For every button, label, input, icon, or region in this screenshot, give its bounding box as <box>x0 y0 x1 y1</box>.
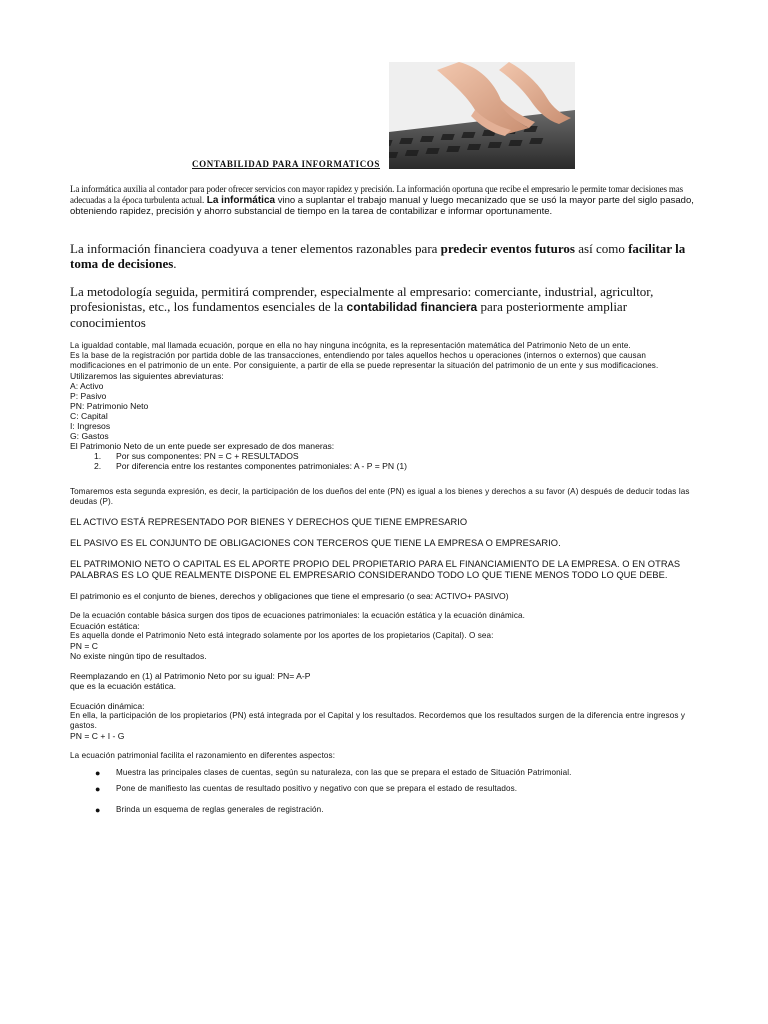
para2-text-c: para posteriormente ampliar conocimientos <box>70 299 628 330</box>
para1-bold-decisions: facilitar la toma de decisiones <box>70 241 686 271</box>
bullet-icon: ● <box>95 805 101 815</box>
dynamic-equation-formula: PN = C + I - G <box>70 731 125 741</box>
equality-paragraph: La igualdad contable, mal llamada ecuación, porque en ella no hay ninguna incógnita, es la representación matemática del Patrimonio Neto de un ente. <box>70 341 631 350</box>
bullet-icon: ● <box>95 768 101 778</box>
intro-text-part2: vino a suplantar el trabajo manual y luego mecanizado que se usó la mayor parte del siglo pasado, obteniendo rapidez, precisión y ahorro substancial de tiempo en la tarea de contabilizar e informar oportunamente. <box>70 195 694 217</box>
para1-period: . <box>173 256 177 271</box>
list-number: 2. <box>94 461 102 471</box>
methodology-paragraph <box>70 284 700 330</box>
list-number: 1. <box>94 451 102 461</box>
static-equation-text: Es aquella donde el Patrimonio Neto está integrado solamente por los aportes de los propietarios (Capital). O sea: <box>70 631 494 640</box>
document-body <box>70 341 692 820</box>
dynamic-equation-heading: Ecuación dinámica: <box>70 701 145 711</box>
list-text: Por diferencia entre los restantes componentes patrimoniales: A - P = PN (1) <box>116 461 407 471</box>
para1-text-c: así como <box>578 241 625 256</box>
intro-text-part1: La informática auxilia al contador para poder ofrecer servicios con mayor rapidez y precisión. La información oportuna que recibe el empresario le permite tomar decisiones mas adecuadas a la época turbulenta actual. <box>70 184 683 206</box>
patrimonio-neto-definition: EL PATRIMONIO NETO O CAPITAL ES EL APORTE PROPIO DEL PROPIETARIO PARA EL FINANCIAMIENTO DE LA EMPRESA. O EN OTRAS PALABRAS ES LO QUE REALMENTE DISPONE EL EMPRESARIO CONSIDERANDO TODO LO QUE TIENE MENOS TODO LO QUE DEBE. <box>70 559 681 580</box>
laptop-keyboard-illustration <box>389 62 575 169</box>
list-text: Pone de manifiesto las cuentas de resultado positivo y negativo con que se prepara el estado de resultados. <box>116 784 518 793</box>
forms-intro: El Patrimonio Neto de un ente puede ser expresado de dos maneras: <box>70 441 335 451</box>
typing-hands-laptop-photo <box>389 62 575 169</box>
para1-text-a: La información financiera coadyuva a tener elementos razonables para <box>70 241 438 256</box>
abbreviations-intro: Utilizaremos las siguientes abreviaturas: <box>70 371 224 381</box>
pasivo-definition: EL PASIVO ES EL CONJUNTO DE OBLIGACIONES CON TERCEROS QUE TIENE LA EMPRESA O EMPRESARIO. <box>70 538 561 548</box>
financial-info-paragraph <box>70 241 700 271</box>
static-equation-note: No existe ningún tipo de resultados. <box>70 651 207 661</box>
replacement-line-2: que es la ecuación estática. <box>70 681 177 691</box>
abbr-patrimonio-neto: PN: Patrimonio Neto <box>70 401 149 411</box>
aspects-intro: La ecuación patrimonial facilita el razonamiento en diferentes aspectos: <box>70 751 336 760</box>
abbr-gastos: G: Gastos <box>70 431 109 441</box>
abbr-ingresos: I: Ingresos <box>70 421 111 431</box>
para2-bold-term: contabilidad financiera <box>346 300 478 314</box>
list-text: Muestra las principales clases de cuentas, según su naturaleza, con las que se prepara el estado de Situación Patrimonial. <box>116 768 572 777</box>
dynamic-equation-text: En ella, la participación de los propietarios (PN) está integrada por el Capital y los resultados. Recordemos que los resultados surgen de la diferencia entre ingresos y gastos. <box>70 711 686 730</box>
abbr-pasivo: P: Pasivo <box>70 391 107 401</box>
equation-types-paragraph: De la ecuación contable básica surgen dos tipos de ecuaciones patrimoniales: la ecuación estática y la ecuación dinámica. <box>70 611 525 620</box>
abbr-capital: C: Capital <box>70 411 108 421</box>
static-equation-heading: Ecuación estática: <box>70 621 140 631</box>
document-title: CONTABILIDAD PARA INFORMATICOS <box>192 159 381 169</box>
list-text: Por sus componentes: PN = C + RESULTADOS <box>116 451 299 461</box>
forms-list <box>70 451 692 471</box>
list-item <box>70 804 692 815</box>
para1-bold-predict: predecir eventos futuros <box>440 241 575 256</box>
replacement-line-1: Reemplazando en (1) al Patrimonio Neto por su igual: PN= A-P <box>70 671 311 681</box>
activo-definition: EL ACTIVO ESTÁ REPRESENTADO POR BIENES Y DERECHOS QUE TIENE EMPRESARIO <box>70 517 468 527</box>
static-equation-formula: PN = C <box>70 641 98 651</box>
list-text: Brinda un esquema de reglas generales de registración. <box>116 805 324 814</box>
list-item <box>70 461 692 471</box>
intro-bold-term: La informática <box>206 195 276 207</box>
list-item <box>70 783 692 794</box>
intro-paragraph <box>70 184 700 217</box>
registration-paragraph: Es la base de la registración por partida doble de las transacciones, entendiendo por tales aquellos hechos u operaciones (internos o externos) que causan modificaciones en el patrimonio de un ente. Por consiguiente, a partir de ella se puede representar la situación del patrimonio de un ente y sus modificaciones. <box>70 351 659 370</box>
patrimonio-paragraph: El patrimonio es el conjunto de bienes, derechos y obligaciones que tiene el empresario (o sea: ACTIVO+ PASIVO) <box>70 591 509 601</box>
bullet-icon: ● <box>95 784 101 794</box>
para2-text-a: La metodología seguida, permitirá comprender, especialmente al empresario: comerciante, industrial, agricultor, profesionistas, etc., los fundamentos esenciales de la <box>70 284 654 314</box>
abbr-activo: A: Activo <box>70 381 104 391</box>
list-item <box>70 767 692 778</box>
aspects-list <box>70 767 692 815</box>
list-item <box>70 451 692 461</box>
second-expression-paragraph: Tomaremos esta segunda expresión, es decir, la participación de los dueños del ente (PN) es igual a los bienes y derechos a su favor (A) después de deducir todas las deudas (P). <box>70 487 690 506</box>
